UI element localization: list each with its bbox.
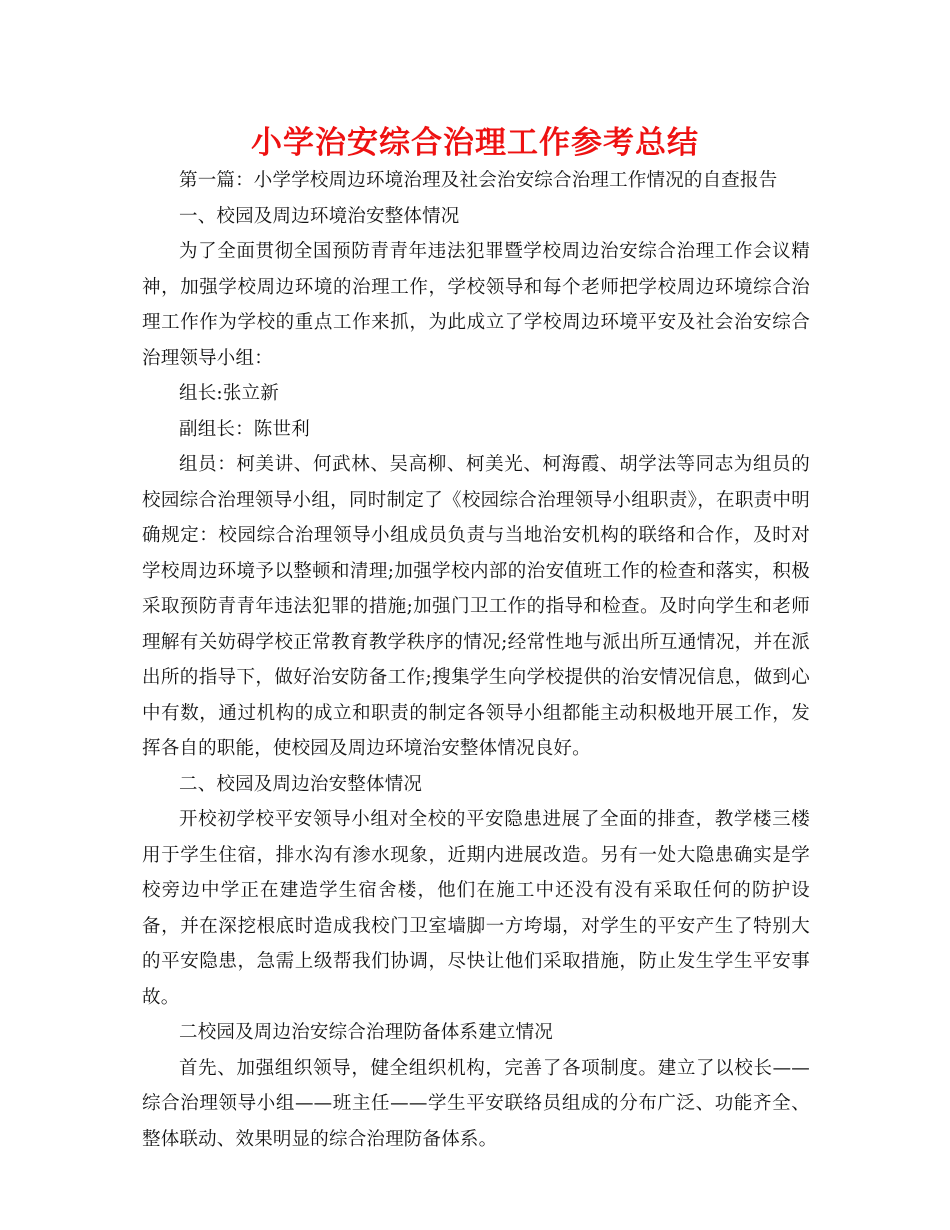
document-title: 小学治安综合治理工作参考总结	[251, 125, 699, 161]
paragraph-team-leader: 组长:张立新	[179, 383, 279, 404]
paragraph-team-members: 组员：柯美讲、何武林、吴高柳、柯美光、柯海霞、胡学法等同志为组员的校园综合治理领导小组，同时制定了《校园综合治理领导小组职责》，在职责中明确规定：校园综合治理领导小组成员负责与当地治安机构的联络和合作，及时对学校周边环境予以整顿和清理;加强学校内部的治安值班工作的检查和落实，积极采取预防青青年违法犯罪的措施;加强门卫工作的指导和检查。及时向学生和老师理解有关妨碍学校正常教育教学秩序的情况;经常性地与派出所互通情况，并在派出所的指导下，做好治安防备工作;搜集学生向学校提供的治安情况信息，做到心中有数，通过机构的成立和职责的制定各领导小组都能主动积极地开展工作，发挥各自的职能，使校园及周边环境治安整体情况良好。	[142, 454, 810, 759]
paragraph-section-2-heading: 二、校园及周边治安整体情况	[179, 773, 423, 795]
paragraph-deputy-leader: 副组长：陈世利	[179, 418, 310, 440]
paragraph-chapter-heading: 第一篇：小学学校周边环境治理及社会治安综合治理工作情况的自查报告	[179, 170, 778, 191]
paragraph-section-1-heading: 一、校园及周边环境治安整体情况	[179, 205, 460, 227]
document-body	[142, 163, 810, 1157]
paragraph-intro: 为了全面贯彻全国预防青青年违法犯罪暨学校周边治安综合治理工作会议精神，加强学校周边环境的治理工作，学校领导和每个老师把学校周边环境综合治理工作作为学校的重点工作来抓，为此成立了学校周边环境平安及社会治安综合治理领导小组：	[142, 241, 810, 369]
paragraph-safety-inspection: 开校初学校平安领导小组对全校的平安隐患进展了全面的排查，教学楼三楼用于学生住宿，排水沟有渗水现象，近期内进展改造。另有一处大隐患确实是学校旁边中学正在建造学生宿舍楼，他们在施工中还没有没有采取任何的防护设备，并在深挖根底时造成我校门卫室墙脚一方垮塌，对学生的平安产生了特别大的平安隐患，急需上级帮我们协调，尽快让他们采取措施，防止发生学生平安事故。	[142, 809, 810, 1008]
paragraph-organization: 首先、加强组织领导，健全组织机构，完善了各项制度。建立了以校长——综合治理领导小组——班主任——学生平安联络员组成的分布广泛、功能齐全、整体联动、效果明显的综合治理防备体系。	[142, 1057, 810, 1150]
paragraph-section-3-heading: 二校园及周边治安综合治理防备体系建立情况	[179, 1022, 554, 1043]
